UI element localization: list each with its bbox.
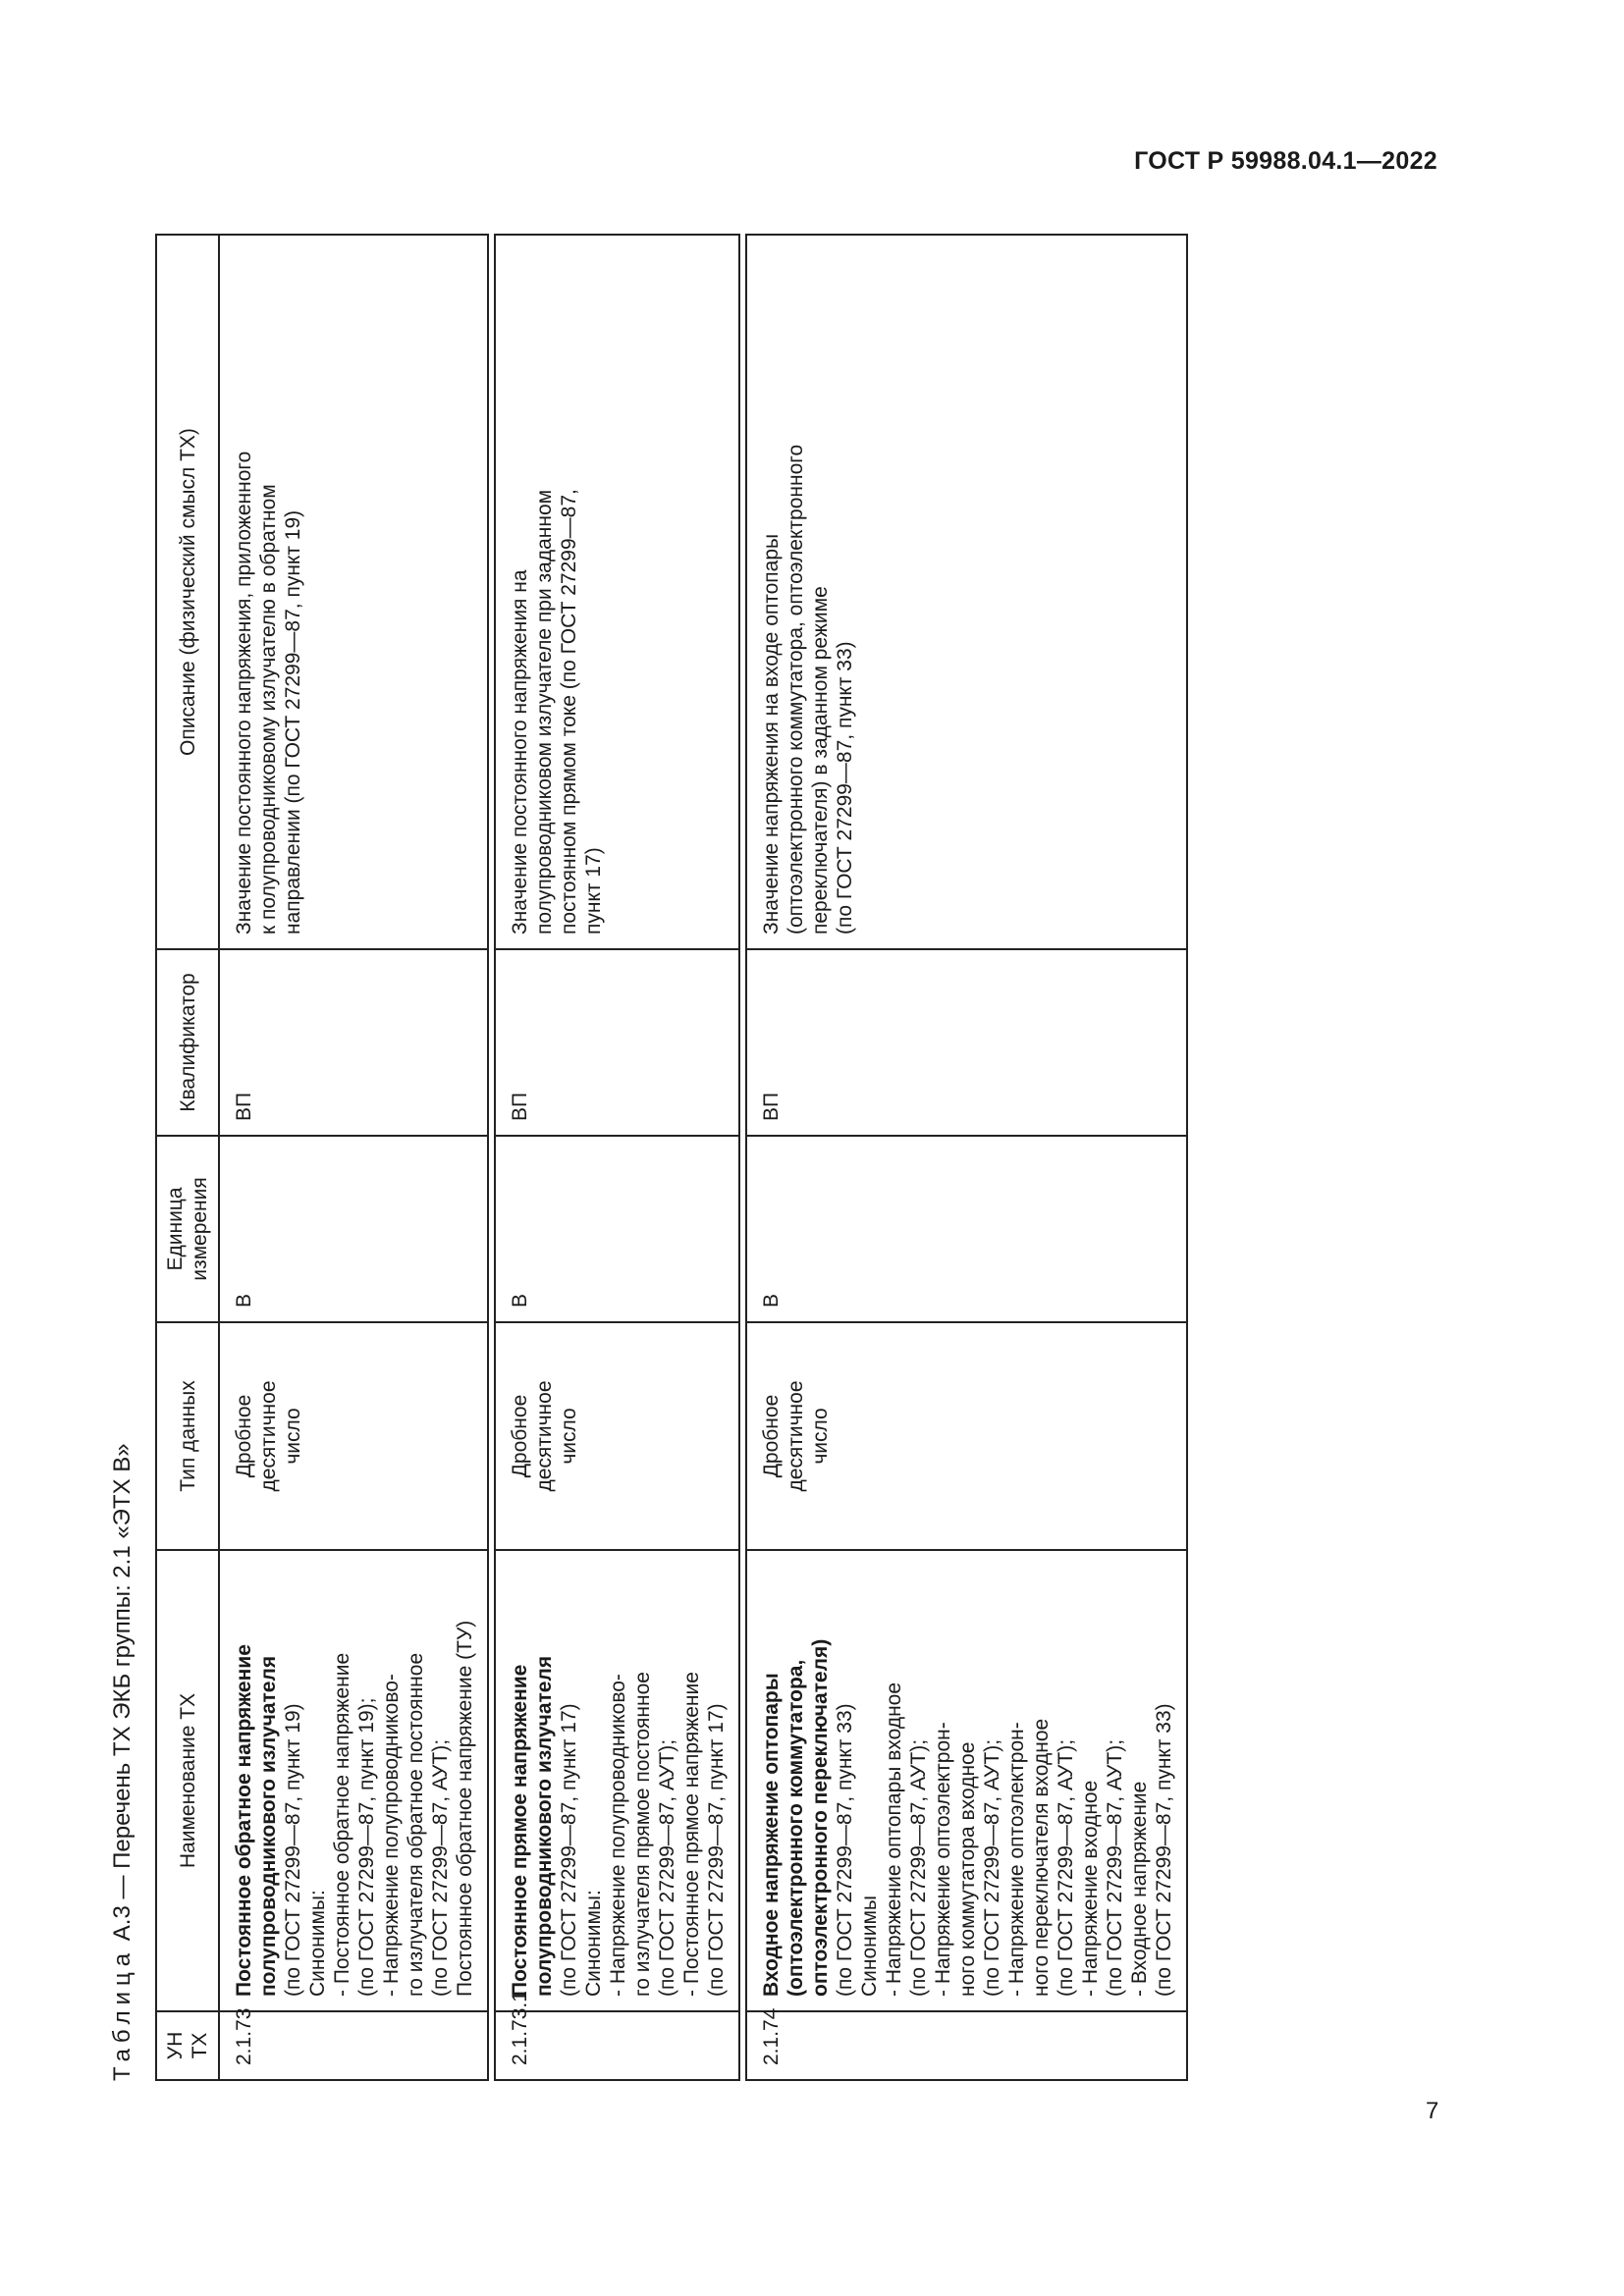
text-line: - Напряжение оптоэлектрон- [1005,1722,1028,1997]
text-line: - Напряжение оптоэлектрон- [932,1722,954,1997]
description-cell [219,235,488,949]
caption-prefix: Таблица [109,1947,135,2081]
text-line: Дробное [233,1394,255,1478]
text-line: переключателя) в заданном режиме [809,586,832,934]
text-line: (по ГОСТ 27299—87, пункт 19) [282,1703,304,1997]
tx-id-cell: 2.1.73.1 [495,2011,739,2080]
text-line: (по ГОСТ 27299—87, пункт 17) [705,1703,728,1997]
text-line: ного коммутатора входное [956,1741,979,1997]
text-line: (по ГОСТ 27299—87, пункт 33) [834,1703,856,1997]
header-cell: Тип данных [156,1322,219,1550]
text-line: - Напряжение полупроводниково- [380,1674,403,1997]
table-header-row [156,235,219,2080]
tx-id-cell: 2.1.73 [219,2011,488,2080]
bold-text-line: (оптоэлектронного коммутатора, [785,1659,807,1997]
page-number: 7 [1426,2098,1439,2124]
text-line: десятичное [257,1380,280,1492]
qualifier-cell: ВП [746,949,1187,1136]
text-line: - Напряжение оптопары входное [883,1682,905,1997]
qualifier-cell: ВП [495,949,739,1136]
bold-text-line: полупроводникового излучателя [257,1655,280,1997]
text-line: число [809,1408,832,1465]
text-line: - Постоянное прямое напряжение [680,1672,703,1997]
text-line: (оптоэлектронного коммутатора, оптоэлектронного [785,444,807,934]
text-line: Синонимы: [582,1890,605,1997]
data-type-cell [746,1322,1187,1550]
caption-text: А.3 — Перечень ТХ ЭКБ группы: 2.1 «ЭТХ В» [109,1443,135,1942]
tx-id-cell: 2.1.74 [746,2011,1187,2080]
bold-text-line: оптоэлектронного переключателя) [809,1638,832,1997]
description-cell [746,235,1187,949]
text-line: Синонимы: [306,1890,329,1997]
unit-cell: В [219,1136,488,1322]
tx-name-cell [219,1550,488,2011]
data-type-cell [495,1322,739,1550]
header-cell: Наименование ТХ [156,1550,219,2011]
data-type-cell [219,1322,488,1550]
bold-text-line: Постоянное обратное напряжение [233,1644,255,1997]
text-line: го излучателя прямое постоянное [631,1672,654,1997]
description-cell [495,235,739,949]
text-line: десятичное [533,1380,556,1492]
text-line: (по ГОСТ 27299—87, АУТ); [981,1738,1003,1997]
text-line: Значение постоянного напряжения на [509,569,531,934]
text-line: (по ГОСТ 27299—87, АУТ); [1055,1738,1077,1997]
row-separator [488,235,495,2080]
text-line: к полупроводниковому излучателю в обратном [257,484,280,934]
text-line: (по ГОСТ 27299—87, пункт 33) [1153,1703,1175,1997]
text-line: (по ГОСТ 27299—87, пункт 33) [834,641,856,934]
table-row [219,235,488,2080]
text-line: - Напряжение входное [1079,1780,1102,1997]
text-line: (по ГОСТ 27299—87, АУТ); [656,1738,678,1997]
text-line: полупроводниковом излучателе при заданном [533,489,556,934]
tx-table [155,234,1188,2081]
header-cell: Описание (физический смысл ТХ) [156,235,219,949]
text-line: - Напряжение полупроводниково- [607,1674,629,1997]
unit-cell: В [746,1136,1187,1322]
row-separator [739,235,746,2080]
text-line: Дробное [760,1394,783,1478]
text-line: Дробное [509,1394,531,1478]
text-line: Постоянное обратное напряжение (ТУ) [454,1620,476,1997]
text-line: постоянном прямом токе (по ГОСТ 27299—87, [558,489,580,934]
table-row [746,235,1187,2080]
bold-text-line: Входное напряжение оптопары [760,1673,783,1997]
text-line: пункт 17) [582,847,605,934]
text-line: ного переключателя входное [1030,1718,1053,1997]
text-line: (по ГОСТ 27299—87, пункт 19); [355,1697,378,1997]
text-line: число [558,1408,580,1465]
text-line: - Входное напряжение [1128,1781,1151,1997]
bold-text-line: полупроводникового излучателя [533,1655,556,1997]
header-cell: Квалификатор [156,949,219,1136]
header-cell: УН ТХ [156,2011,219,2080]
bold-text-line: Постоянное прямое напряжение [509,1664,531,1997]
unit-cell: В [495,1136,739,1322]
text-line: Синонимы [858,1895,881,1997]
text-line: - Постоянное обратное напряжение [331,1652,353,1997]
text-line: (по ГОСТ 27299—87, АУТ); [1104,1738,1126,1997]
tx-name-cell [746,1550,1187,2011]
qualifier-cell: ВП [219,949,488,1136]
text-line: направлении (по ГОСТ 27299—87, пункт 19) [282,509,304,934]
rotated-table-area [98,236,1365,2081]
text-line: Значение напряжения на входе оптопары [760,533,783,934]
text-line: Значение постоянного напряжения, приложенного [233,451,255,934]
header-cell: Единица измерения [156,1136,219,1322]
text-line: го излучателя обратное постоянное [405,1652,427,1997]
text-line: (по ГОСТ 27299—87, АУТ); [907,1738,930,1997]
text-line: число [282,1408,304,1465]
text-line: десятичное [785,1380,807,1492]
table-caption [98,1443,147,2081]
text-line: (по ГОСТ 27299—87, пункт 17) [558,1703,580,1997]
table-row [495,235,739,2080]
row-separator-cell [739,235,746,2080]
text-line: (по ГОСТ 27299—87, АУТ); [429,1738,452,1997]
row-separator-cell [488,235,495,2080]
document-code: ГОСТ Р 59988.04.1—2022 [1134,147,1437,175]
tx-name-cell [495,1550,739,2011]
